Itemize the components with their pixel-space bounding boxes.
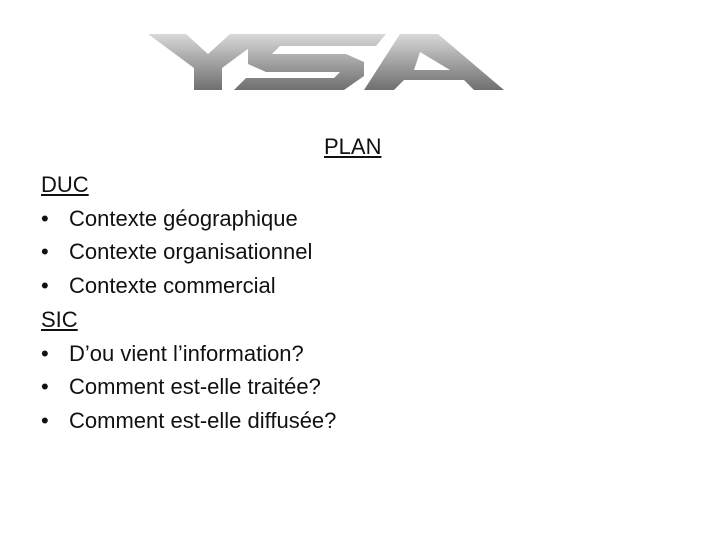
section-heading-duc: DUC: [41, 172, 89, 197]
bullet-icon: •: [41, 205, 49, 231]
bullet-icon: •: [41, 374, 49, 400]
list-item: • D’ou vient l’information?: [41, 337, 336, 371]
list-item: • Contexte commercial: [41, 269, 336, 303]
list-item: • Contexte organisationnel: [41, 235, 336, 269]
bullet-icon: •: [41, 273, 49, 299]
page-title: PLAN: [324, 134, 382, 159]
bullet-icon: •: [41, 340, 49, 366]
bullet-icon: •: [41, 239, 49, 265]
list-item: • Comment est-elle traitée?: [41, 370, 336, 404]
plan-content: [41, 168, 336, 438]
list-item: • Contexte géographique: [41, 202, 336, 236]
section-heading-sic: SIC: [41, 306, 78, 332]
list-item: • Comment est-elle diffusée?: [41, 404, 336, 438]
bullet-icon: •: [41, 407, 49, 433]
ysa-logo: [138, 28, 510, 96]
